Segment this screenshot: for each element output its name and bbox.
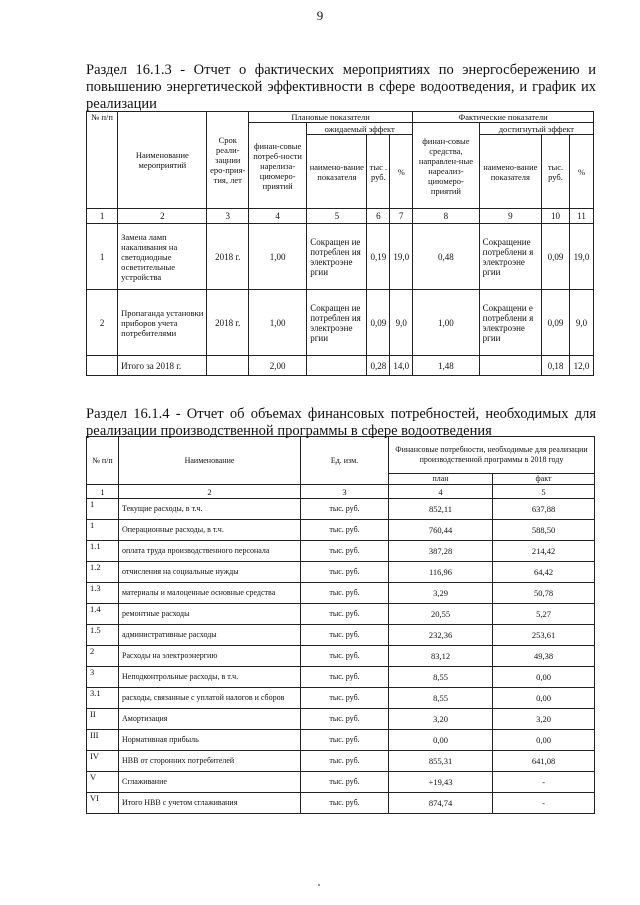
row-unit: тыс. руб.	[301, 541, 389, 562]
header-achieved-effect: достигнутый эффект	[479, 123, 593, 135]
row-unit: тыс. руб.	[301, 646, 389, 667]
header-needs: Финансовые потребности, необходимые для реализации производственной программы в 2018 году	[389, 437, 595, 474]
row-fact: 5,27	[493, 604, 595, 625]
row-num: V	[87, 772, 119, 793]
header-num: № п/п	[87, 437, 119, 485]
energy-measures-table	[86, 111, 594, 376]
col-number: 2	[118, 209, 207, 224]
table-row	[87, 646, 595, 667]
plan-indicator: Сокращен ие потреблен ия электроэне ргии	[307, 290, 367, 356]
measure-term: 2018 г.	[207, 224, 249, 290]
fact-pct: 9,0	[570, 290, 594, 356]
fact-indicator: Сокращение потреблени я электроэне ргии	[479, 224, 541, 290]
row-name: Нормативная прибыль	[119, 730, 301, 751]
header-actual: Фактические показатели	[413, 112, 594, 123]
table-row	[87, 583, 595, 604]
row-unit: тыс. руб.	[301, 520, 389, 541]
row-unit: тыс. руб.	[301, 772, 389, 793]
scan-speck	[318, 884, 320, 886]
row-num: 2	[87, 646, 119, 667]
table-row	[87, 625, 595, 646]
plan-indicator: Сокращен ие потреблен ия электроэне ргии	[307, 224, 367, 290]
total-fact-finance: 1,48	[413, 356, 479, 376]
measure-name: Пропаганда установки приборов учета потребителями	[118, 290, 207, 356]
row-name: Неподконтрольные расходы, в т.ч.	[119, 667, 301, 688]
row-name: административные расходы	[119, 625, 301, 646]
row-unit: тыс. руб.	[301, 793, 389, 814]
col-number: 7	[390, 209, 413, 224]
section-1-title: Раздел 16.1.3 - Отчет о фактических мероприятиях по энергосбережению и повышению энергетической эффективности в сфере водоотведения, и график их реализации	[86, 62, 596, 112]
row-plan: 760,44	[389, 520, 493, 541]
col-number: 11	[570, 209, 594, 224]
header-term: Срок реали-зацнии еро-прия-тия, лет	[207, 112, 249, 209]
row-fact: 49,38	[493, 646, 595, 667]
header-unit: Ед. изм.	[301, 437, 389, 485]
table-row	[87, 541, 595, 562]
row-fact: -	[493, 793, 595, 814]
plan-finance: 1,00	[249, 290, 307, 356]
row-num: 1.5	[87, 625, 119, 646]
plan-pct: 9,0	[390, 290, 413, 356]
row-fact: 641,08	[493, 751, 595, 772]
header-planned: Плановые показатели	[249, 112, 413, 123]
row-num: 1	[87, 520, 119, 541]
table-row	[87, 688, 595, 709]
row-unit: тыс. руб.	[301, 625, 389, 646]
row-plan: 3,20	[389, 709, 493, 730]
row-fact: 0,00	[493, 730, 595, 751]
col-number: 1	[87, 485, 119, 499]
fact-thous: 0,09	[541, 224, 569, 290]
row-name: НВВ от сторонних потребителей	[119, 751, 301, 772]
total-fact-thous: 0,18	[541, 356, 569, 376]
row-name: Итого НВВ с учетом сглаживания	[119, 793, 301, 814]
table-row	[87, 772, 595, 793]
total-row	[87, 356, 594, 376]
row-name: оплата труда производственного персонала	[119, 541, 301, 562]
total-fact-pct: 12,0	[570, 356, 594, 376]
header-plan-indicator: наимено-вание показателя	[307, 135, 367, 209]
plan-pct: 19,0	[390, 224, 413, 290]
col-number: 6	[367, 209, 390, 224]
row-num: 3	[87, 667, 119, 688]
row-name: Расходы на электроэнергию	[119, 646, 301, 667]
row-unit: тыс. руб.	[301, 604, 389, 625]
total-plan-thous: 0,28	[367, 356, 390, 376]
fact-pct: 19,0	[570, 224, 594, 290]
row-plan: 874,74	[389, 793, 493, 814]
fact-finance: 1,00	[413, 290, 479, 356]
column-numbers-row	[87, 209, 594, 224]
page-number: 9	[316, 8, 324, 23]
row-fact: 588,50	[493, 520, 595, 541]
row-num: 1	[87, 499, 119, 520]
measure-term: 2018 г.	[207, 290, 249, 356]
row-num: 1.3	[87, 583, 119, 604]
row-num: 1.4	[87, 604, 119, 625]
row-num: 1	[87, 224, 118, 290]
row-fact: 0,00	[493, 667, 595, 688]
col-number: 3	[207, 209, 249, 224]
row-num: 1.2	[87, 562, 119, 583]
header-fact: факт	[493, 474, 595, 485]
section-2-title: Раздел 16.1.4 - Отчет об объемах финансовых потребностей, необходимых для реализации производственной программы в сфере водоотведения	[86, 406, 596, 439]
row-num: 3.1	[87, 688, 119, 709]
row-fact: 253,61	[493, 625, 595, 646]
table-row	[87, 667, 595, 688]
header-fact-finance: финан-совые средства, направлен-ные нареализ-циюмеро-приятий	[413, 123, 479, 209]
table-row	[87, 499, 595, 520]
column-numbers-row	[87, 485, 595, 499]
table-row	[87, 290, 594, 356]
table-row	[87, 730, 595, 751]
table-row	[87, 604, 595, 625]
header-expected-effect: ожидаемый эффект	[307, 123, 413, 135]
col-number: 8	[413, 209, 479, 224]
header-fact-thous: тыс. руб.	[541, 135, 569, 209]
row-unit: тыс. руб.	[301, 583, 389, 604]
row-plan: 3,29	[389, 583, 493, 604]
col-number: 4	[389, 485, 493, 499]
col-number: 4	[249, 209, 307, 224]
table-row	[87, 751, 595, 772]
row-plan: 0,00	[389, 730, 493, 751]
header-plan-finance: финан-совые потреб-ности нарелиза-циюмеро-приятий	[249, 123, 307, 209]
row-name: материалы и малоценные основные средства	[119, 583, 301, 604]
row-name: Текущие расходы, в т.ч.	[119, 499, 301, 520]
row-fact: 64,42	[493, 562, 595, 583]
row-num: II	[87, 709, 119, 730]
row-plan: 20,55	[389, 604, 493, 625]
total-label: Итого за 2018 г.	[118, 356, 207, 376]
table-row	[87, 709, 595, 730]
row-fact: 0,00	[493, 688, 595, 709]
header-fact-pct: %	[570, 135, 594, 209]
row-unit: тыс. руб.	[301, 751, 389, 772]
col-number: 9	[479, 209, 541, 224]
col-number: 1	[87, 209, 118, 224]
header-plan-pct: %	[390, 135, 413, 209]
row-fact: 637,88	[493, 499, 595, 520]
table-row	[87, 224, 594, 290]
col-number: 3	[301, 485, 389, 499]
row-plan: 855,31	[389, 751, 493, 772]
row-num: VI	[87, 793, 119, 814]
fact-indicator: Сокращени е потреблени я электроэне ргии	[479, 290, 541, 356]
row-plan: 8,55	[389, 667, 493, 688]
row-plan: +19,43	[389, 772, 493, 793]
row-plan: 116,96	[389, 562, 493, 583]
row-name: Амортизация	[119, 709, 301, 730]
col-number: 5	[307, 209, 367, 224]
fact-finance: 0,48	[413, 224, 479, 290]
row-plan: 232,36	[389, 625, 493, 646]
row-name: Сглаживание	[119, 772, 301, 793]
header-name: Наименование мероприятий	[118, 112, 207, 209]
header-plan: план	[389, 474, 493, 485]
table-row	[87, 793, 595, 814]
table-row	[87, 520, 595, 541]
measure-name: Замена ламп накаливания на светодиодные осветительные устройства	[118, 224, 207, 290]
row-num: 1.1	[87, 541, 119, 562]
row-num: 2	[87, 290, 118, 356]
row-name: расходы, связанные с уплатой налогов и сборов	[119, 688, 301, 709]
total-plan-finance: 2,00	[249, 356, 307, 376]
financial-needs-table	[86, 436, 595, 814]
row-num: IV	[87, 751, 119, 772]
header-num: № п/п	[87, 112, 118, 209]
col-number: 5	[493, 485, 595, 499]
row-unit: тыс. руб.	[301, 499, 389, 520]
fact-thous: 0,09	[541, 290, 569, 356]
row-num: III	[87, 730, 119, 751]
col-number: 2	[119, 485, 301, 499]
row-unit: тыс. руб.	[301, 667, 389, 688]
table-row	[87, 562, 595, 583]
total-plan-pct: 14,0	[390, 356, 413, 376]
row-name: отчисления на социальные нужды	[119, 562, 301, 583]
header-name: Наименование	[119, 437, 301, 485]
row-plan: 83,12	[389, 646, 493, 667]
plan-thous: 0,19	[367, 224, 390, 290]
row-fact: -	[493, 772, 595, 793]
header-plan-thous: тыс . руб.	[367, 135, 390, 209]
row-fact: 50,78	[493, 583, 595, 604]
row-name: Операционные расходы, в т.ч.	[119, 520, 301, 541]
plan-thous: 0,09	[367, 290, 390, 356]
row-unit: тыс. руб.	[301, 688, 389, 709]
row-unit: тыс. руб.	[301, 709, 389, 730]
row-unit: тыс. руб.	[301, 730, 389, 751]
plan-finance: 1,00	[249, 224, 307, 290]
header-fact-indicator: наимено-вание показателя	[479, 135, 541, 209]
row-plan: 8,55	[389, 688, 493, 709]
row-plan: 387,28	[389, 541, 493, 562]
row-fact: 3,20	[493, 709, 595, 730]
col-number: 10	[541, 209, 569, 224]
row-plan: 852,11	[389, 499, 493, 520]
row-fact: 214,42	[493, 541, 595, 562]
row-name: ремонтные расходы	[119, 604, 301, 625]
row-unit: тыс. руб.	[301, 562, 389, 583]
